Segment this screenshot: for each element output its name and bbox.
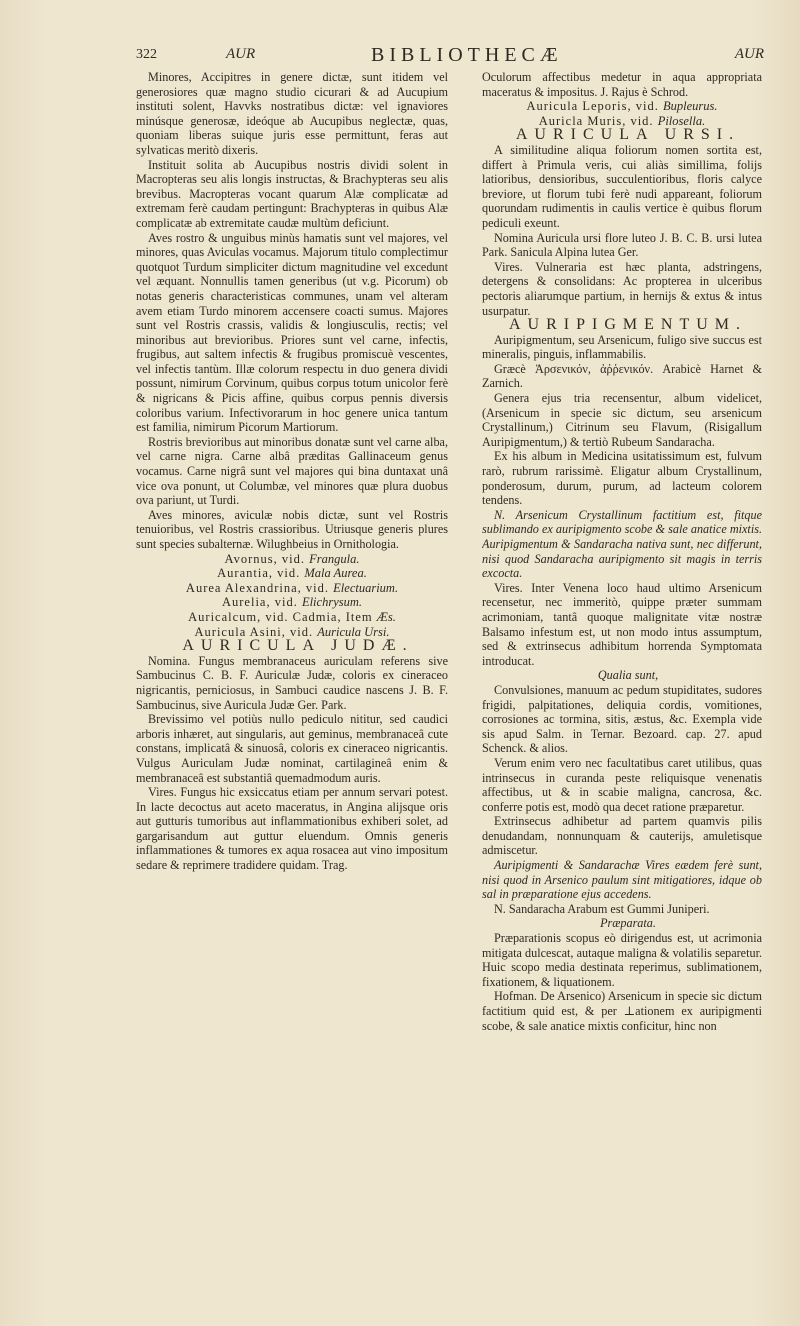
cross-reference: Aurea Alexandrina, vid. Electuarium. [185, 580, 399, 595]
cross-reference: Auricalcum, vid. Cadmia, Item Æs. [188, 609, 396, 624]
right-column [482, 70, 762, 1310]
header-title: BIBLIOTHECÆ [371, 44, 563, 66]
paragraph: Nomina Auricula ursi flore luteo J. B. C. B. ursi lutea Park. Sanicula Alpina lutea Ger. [482, 230, 762, 260]
paragraph: Vires. Vulneraria est hæc planta, adstringens, detergens & consolidans: Ac propterea in ulceribus pectoris aliarumque partium, in hernijs & extus & intus usurpatur. [482, 259, 762, 318]
paragraph: Oculorum affectibus medetur in aqua appropriata maceratus & impositus. J. Rajus è Schrod. [482, 70, 762, 99]
paragraph: Vires. Fungus hic exsiccatus etiam per annum servari potest. In lacte decoctus aut aceto maceratus, in Angina alijsque oris aut gutturis tumoribus aut inflammationibus exhiberi solet, ad gargarisandum aut guttur eluendum. Omnis generis inflammationes & tumores ex aqua rosacea aut vino impositum sedare & reprimere tradidere quidam. Trag. [136, 785, 448, 873]
cross-reference: Auricla Muris, vid. Pilosella. [538, 113, 706, 128]
subheading: Qualia sunt, [597, 668, 659, 683]
paragraph: Nomina. Fungus membranaceus auriculam referens sive Sambucinus C. B. F. Auriculæ Judæ, coloris ex cineraceo nigricantis, perniciosus, in Sambuci caudice nascens J. B. F. Sambucinus, sive Auricula Judæ Ger. Park. [136, 653, 448, 712]
paragraph: Instituit solita ab Aucupibus nostris dividi solent in Macropteras seu alis longis instructas, & Brachypteras seu alis brevibus. Macropteras vocant quarum Alæ complicatæ ad extremam ferè caudam pertingunt: Brachypteras in quibus Alæ complicatæ ab extremitate caudæ multùm deficiunt. [136, 157, 448, 230]
cross-reference: Avornus, vid. Frangula. [224, 551, 360, 566]
paragraph: Verum enim vero nec facultatibus caret utilibus, quas intrinsecus in curanda peste reliquisque venenatis affectibus, ut & in scabie maligna, cancrosa, &c. conferre potis est, modò qua decet ratione præparetur. [482, 755, 762, 814]
cross-reference: Auricula Asini, vid. Auricula Ursi. [194, 624, 390, 639]
paragraph: Genera ejus tria recensentur, album videlicet, (Arsenicum in specie sic dictum, seu arsenicum Crystallinum,) Citrinum seu Flavum, (Risigallum Auripigmentum,) & tertiò Rubeum Sandaracha. [482, 391, 762, 449]
paragraph: Convulsiones, manuum ac pedum stupiditates, sudores frigidi, palpitationes, deliquia cordis, vomitiones, corrosiones ac tormina, sitis, æstus, &c. Exempla vide sis apud Salm. in Ternar. Bezoard. cap. 27. apud Schenck. & alios. [482, 682, 762, 756]
paragraph: Auripigmentum, seu Arsenicum, fuligo sive succus est mineralis, pinguis, inflammabilis. [482, 332, 762, 362]
paragraph: Extrinsecus adhibetur ad partem quamvis pilis denudandam, nonnunquam & cauterijs, amuletisque admiscetur. [482, 814, 762, 858]
paragraph: Aves minores, aviculæ nobis dictæ, sunt vel Rostris tenuioribus, vel Rostris crassioribus. Utriusque generis plures sunt species subalternæ. Wilughbeius in Ornithologia. [136, 507, 448, 551]
paragraph: Rostris brevioribus aut minoribus donatæ sunt vel carne alba, vel carne nigra. Carne albâ præditas Gallinaceum genus vocamus. Carne nigrâ sunt vel majores qui bina duntaxat unâ vice ova ponunt, ut Columbæ, vel minores quæ plura duobus ova pariunt, ut Turdi. [136, 434, 448, 508]
paragraph: Aves rostro & unguibus minùs hamatis sunt vel majores, vel minores, quas Aviculas vocamus. Majorum titulo complectimur quotquot Turdum simpliciter dictum magnitudine vel excedunt vel æquant. Nonnullis tamen generibus (ut v.g. Picorum) ob notas generis characteristicas communes, unam vel alteram avem etiam Turdo minorem accensere coacti sumus. Majores sunt vel Rostris crassis, validis & longiusculis, rectis; vel minoribus aut brevioribus. Priores sunt vel carne, infectis, frugibus, aut saltem infectis & frugibus promiscuè vescentes, vel infectis tantùm. Illæ colorum respectu in duo genera dividi possunt, nimirum Corvinum, quibus corpus totum unicolor ferè & nigricans & Picis affine, quibus corpus pennis diversis coloribus varium. Infectivorarum in hoc genere unica tantum est familia, nimirum Picorum Martiorum. [136, 230, 448, 435]
header-catchword-left: AUR [226, 46, 256, 62]
paragraph: Brevissimo vel potiùs nullo pediculo nititur, sed caudici arboris inhæret, aut singularis, aut geminus, membranaceâ cute constans, implicatâ & sinuosâ, coloris ex cineraceo nigricantis. Vulgus Auriculam Judæ nominat, cartilagineâ enim & membranaceâ est substantiâ quemadmodum auris. [136, 712, 448, 785]
page-number: 322 [136, 47, 157, 62]
subheading: Præparata. [600, 916, 656, 931]
paragraph: Minores, Accipitres in genere dictæ, sunt itidem vel generosiores quæ magno studio cicurari & ad Aucupium instituti solent, Havvks nostratibus dictæ: vel ignaviores minúsque generosæ, ideóque ab Aucupibus neglectæ, quas, quoniam liberas suique juris esse permittunt, feras aut sylvaticas meritò dixeris. [136, 70, 448, 157]
section-heading: AURIPIGMENTUM. [509, 316, 747, 334]
cross-reference: Auricula Leporis, vid. Bupleurus. [526, 99, 718, 114]
cross-reference: Aurelia, vid. Elichrysum. [221, 595, 363, 610]
paragraph: Vires. Inter Venena loco haud ultimo Arsenicum recensetur, nec immeritò, quippe præter summam acrimoniam, tantâ quoque malignitate vitæ nostræ Balsamo infestum est, ut non modo intus assumptum, sed & extrinsecus adhibitum horrenda Symptomata introducat. [482, 580, 762, 668]
section-heading: AURICULA JUDÆ. [182, 637, 414, 655]
paragraph: Præparationis scopus eò dirigendus est, ut acrimonia mitigata dulcescat, autaque maligna & volatilis separetur. Huic scopo media destinata reperimus, sublimationem, fixationem, & liquationem. [482, 931, 762, 989]
running-header [136, 44, 764, 70]
cross-reference: Aurantia, vid. Mala Aurea. [217, 566, 367, 581]
header-catchword-right: AUR [734, 46, 764, 62]
paragraph: A similitudine aliqua foliorum nomen sortita est, differt à Primula veris, cui aliàs simillima, folijs latioribus, densioribus, succulentioribus, floris calyce breviore, ut florum tubi ferè nudi appareant, foliorum quorundam rudimentis in caulis vertice è quibus florum pediculi exeunt. [482, 142, 762, 230]
paragraph: Ex his album in Medicina usitatissimum est, fulvum rarò, rubrum rarissimè. Eligatur album Crystallinum, ponderosum, durum, purum, ad lacteum colorem tendens. [482, 449, 762, 508]
left-column [136, 70, 448, 1270]
paragraph: N. Sandaracha Arabum est Gummi Juniperi. [494, 901, 710, 916]
paragraph: N. Arsenicum Crystallinum factitium est, fitque sublimando ex auripigmento scobe & sale anatice mixtis. Auripigmentum & Sandaracha nativa sunt, nec differunt, nisi quod Sandaracha auripigmento sit magis in terris excocta. [482, 507, 762, 581]
paragraph: Græcè Ἀρσενικόν, ἀῤῥενικόν. Arabicè Harnet & Zarnich. [482, 361, 762, 391]
paragraph: Auripigmenti & Sandarachæ Vires eædem ferè sunt, nisi quod in Arsenico paulum sint mitigatiores, idque ob sal in præparatione ejus accedens. [482, 858, 762, 902]
paragraph: Hofman. De Arsenico) Arsenicum in specie sic dictum factitium quid est, & per ⊥ationem ex auripigmenti scobe, & sale anatice mixtis conficitur, hinc non [482, 989, 762, 1033]
section-heading: AURICULA URSI. [515, 126, 741, 144]
